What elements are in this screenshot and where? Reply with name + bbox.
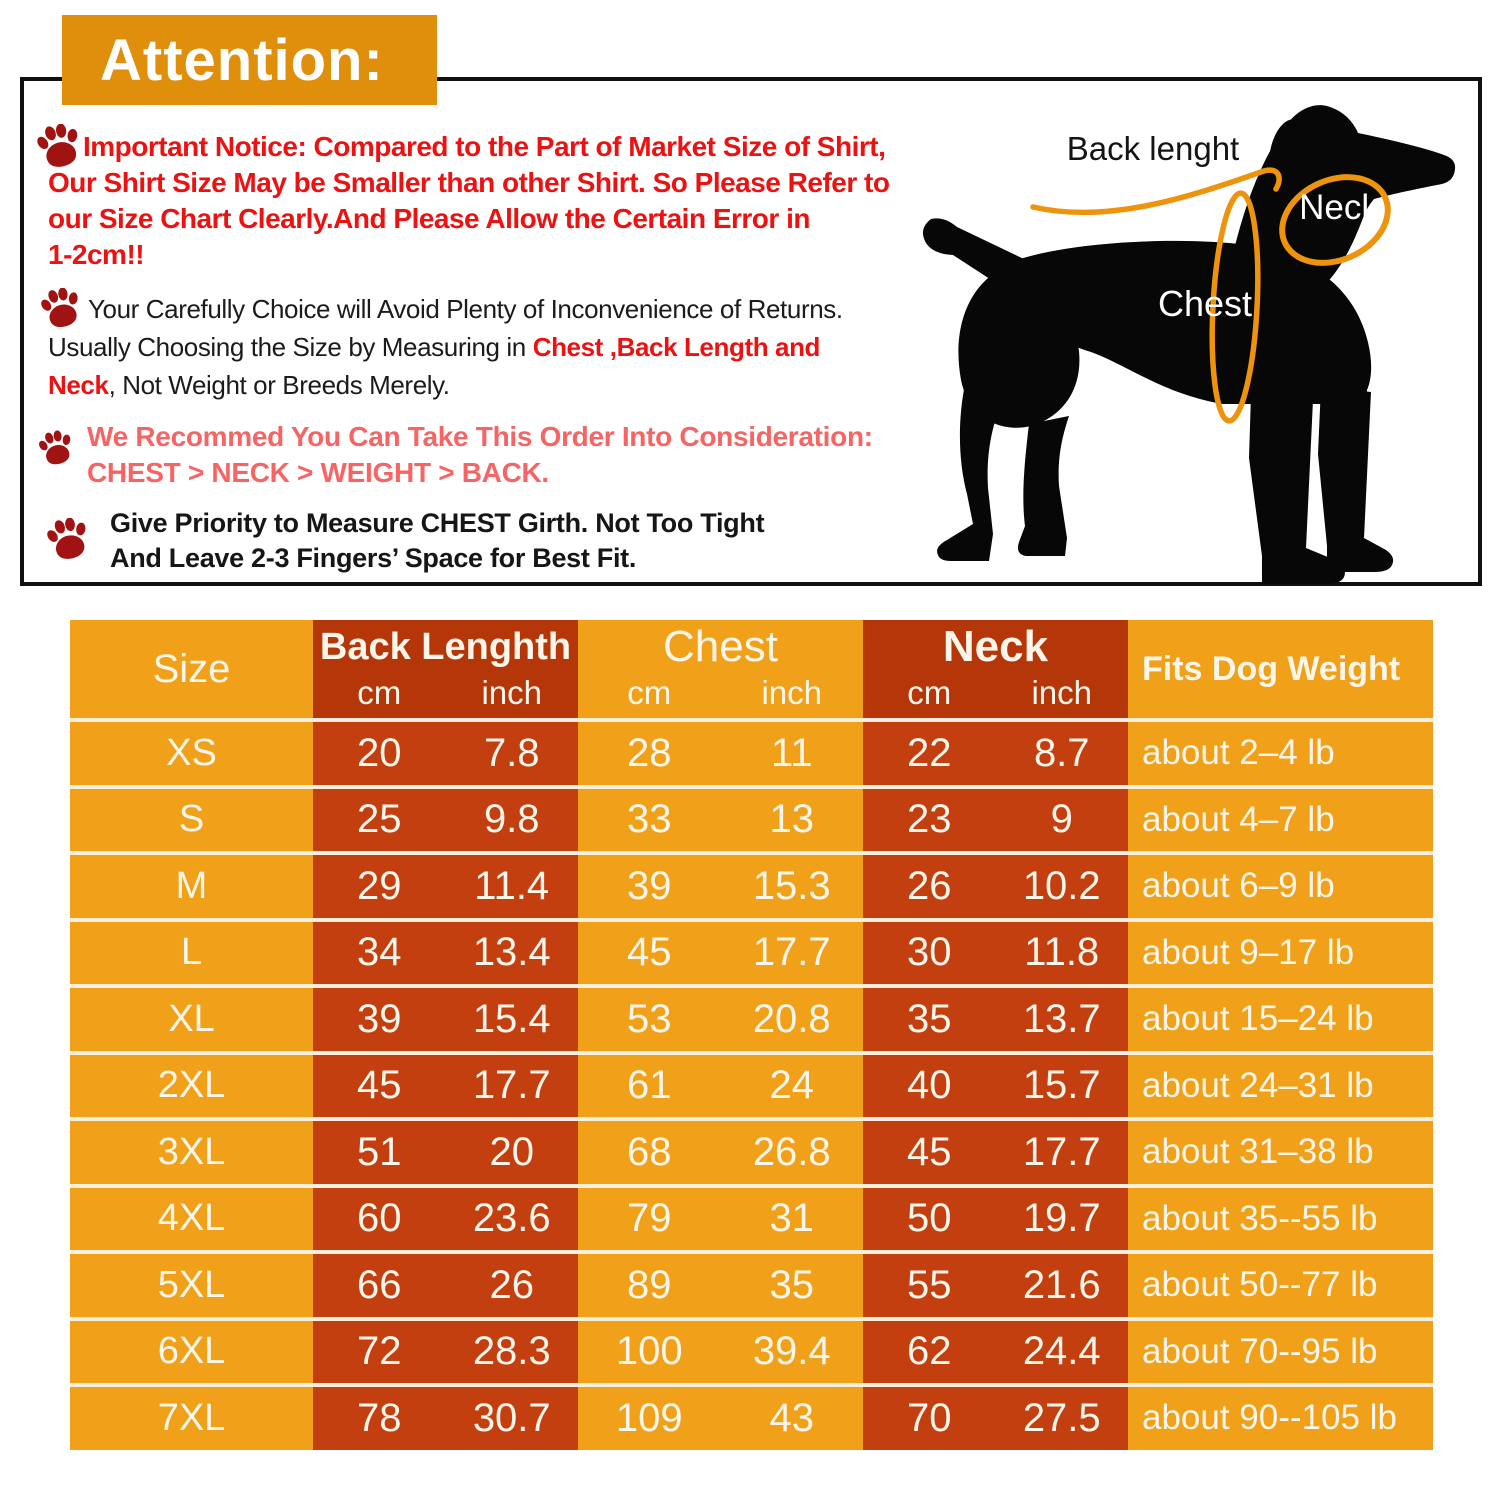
back-cm-value: 39 — [357, 996, 402, 1041]
weight-value: about 15–24 lb — [1142, 999, 1374, 1039]
size-value: 3XL — [157, 1130, 226, 1173]
cell-neck — [863, 855, 1128, 918]
cell-neck — [863, 922, 1128, 985]
chest-cm-value: 79 — [627, 1196, 672, 1241]
neck-inch-value: 24.4 — [1022, 1329, 1101, 1374]
header-chest — [578, 620, 863, 718]
cell-weight — [1128, 922, 1433, 985]
notice-line: Give Priority to Measure CHEST Girth. Not Too Tight — [110, 508, 765, 538]
cell-back-length — [313, 855, 578, 918]
chest-cm-value: 33 — [627, 797, 672, 842]
cell-weight — [1128, 789, 1433, 852]
unit-cm: cm — [627, 674, 672, 711]
cell-back-length — [313, 1055, 578, 1118]
cell-chest — [578, 922, 863, 985]
cell-back-length — [313, 789, 578, 852]
weight-value: about 70--95 lb — [1142, 1331, 1378, 1371]
notice-priority — [110, 506, 764, 576]
size-table-row — [70, 1184, 1433, 1251]
weight-value: about 2–4 lb — [1142, 733, 1335, 773]
header-back-length — [313, 620, 578, 718]
size-value: L — [180, 931, 203, 974]
cell-weight — [1128, 1321, 1433, 1384]
chest-inch-value: 43 — [769, 1395, 814, 1440]
cell-size — [70, 1055, 313, 1118]
chest-inch-value: 17.7 — [752, 930, 831, 975]
notice-line: And Leave 2-3 Fingers’ Space for Best Fit. — [110, 543, 637, 573]
cell-neck — [863, 1321, 1128, 1384]
attention-title: Attention: — [100, 27, 384, 93]
cell-size — [70, 1121, 313, 1184]
chest-label: Chest — [1157, 283, 1253, 324]
neck-inch-value: 21.6 — [1022, 1262, 1101, 1307]
size-table-row — [70, 1051, 1433, 1118]
neck-inch-value: 15.7 — [1022, 1063, 1101, 1108]
unit-inch: inch — [1031, 674, 1093, 711]
neck-inch-value: 27.5 — [1022, 1395, 1101, 1440]
header-label: Back Lenghth — [319, 625, 572, 668]
back-inch-value: 30.7 — [472, 1395, 551, 1440]
size-table-body — [70, 718, 1433, 1450]
header-neck — [863, 620, 1128, 718]
neck-cm-value: 50 — [907, 1196, 952, 1241]
cell-chest — [578, 1055, 863, 1118]
neck-inch-value: 13.7 — [1022, 996, 1101, 1041]
back-cm-value: 34 — [357, 930, 402, 975]
size-table-row — [70, 1317, 1433, 1384]
cell-neck — [863, 1387, 1128, 1450]
back-inch-value: 7.8 — [483, 730, 540, 775]
neck-inch-value: 10.2 — [1022, 863, 1101, 908]
header-units — [313, 674, 578, 718]
back-inch-value: 11.4 — [474, 863, 550, 908]
back-cm-value: 25 — [357, 797, 402, 842]
back-inch-value: 13.4 — [472, 930, 551, 975]
chest-inch-value: 15.3 — [752, 863, 831, 908]
weight-value: about 24–31 lb — [1142, 1065, 1374, 1105]
cell-weight — [1128, 1188, 1433, 1251]
size-value: 7XL — [157, 1396, 226, 1439]
neck-cm-value: 23 — [907, 797, 952, 842]
chest-cm-value: 61 — [627, 1063, 672, 1108]
size-table-row — [70, 1383, 1433, 1450]
size-value: 5XL — [157, 1263, 226, 1306]
chest-inch-value: 24 — [769, 1063, 814, 1108]
neck-cm-value: 55 — [907, 1262, 952, 1307]
back-inch-value: 9.8 — [483, 797, 540, 842]
cell-neck — [863, 1254, 1128, 1317]
header-label: Chest — [663, 622, 778, 671]
cell-size — [70, 789, 313, 852]
cell-weight — [1128, 722, 1433, 785]
neck-cm-value: 26 — [907, 863, 952, 908]
chest-cm-value: 68 — [627, 1129, 672, 1174]
back-length-label: Back lenght — [1066, 130, 1240, 167]
cell-chest — [578, 1254, 863, 1317]
back-inch-value: 17.7 — [472, 1063, 551, 1108]
unit-inch: inch — [481, 674, 543, 711]
cell-weight — [1128, 988, 1433, 1051]
cell-back-length — [313, 1254, 578, 1317]
cell-back-length — [313, 1387, 578, 1450]
chest-inch-value: 11 — [770, 730, 813, 775]
cell-neck — [863, 789, 1128, 852]
size-table-row — [70, 1117, 1433, 1184]
size-table-row — [70, 1250, 1433, 1317]
cell-chest — [578, 1188, 863, 1251]
unit-cm: cm — [907, 674, 952, 711]
weight-value: about 90--105 lb — [1142, 1398, 1397, 1438]
neck-label: Neck — [1299, 188, 1379, 227]
chest-inch-value: 39.4 — [752, 1329, 831, 1374]
notice-choice — [48, 290, 843, 404]
back-cm-value: 72 — [357, 1329, 402, 1374]
notice-text: Usually Choosing the Size by Measuring in — [48, 332, 533, 362]
chest-inch-value: 20.8 — [752, 996, 831, 1041]
cell-size — [70, 1188, 313, 1251]
size-value: 4XL — [157, 1197, 226, 1240]
size-chart-table — [70, 620, 1433, 1450]
size-value: M — [175, 864, 208, 907]
header-label: Size — [152, 646, 231, 691]
paw-icon — [38, 430, 74, 466]
notice-text-highlight: Chest ,Back Length and — [532, 332, 821, 362]
chest-inch-value: 31 — [769, 1196, 814, 1241]
chest-cm-value: 53 — [627, 996, 672, 1041]
cell-chest — [578, 722, 863, 785]
cell-neck — [863, 1055, 1128, 1118]
back-cm-value: 60 — [357, 1196, 402, 1241]
cell-weight — [1128, 1121, 1433, 1184]
weight-value: about 31–38 lb — [1142, 1132, 1374, 1172]
chest-cm-value: 28 — [627, 730, 672, 775]
chest-inch-value: 13 — [769, 797, 814, 842]
neck-inch-value: 19.7 — [1022, 1196, 1101, 1241]
size-value: 2XL — [157, 1064, 226, 1107]
weight-value: about 50--77 lb — [1142, 1265, 1378, 1305]
paw-icon — [46, 518, 90, 560]
cell-chest — [578, 988, 863, 1051]
notice-line: 1-2cm!! — [48, 239, 145, 270]
cell-back-length — [313, 1321, 578, 1384]
header-units — [863, 674, 1128, 718]
back-cm-value: 78 — [357, 1395, 402, 1440]
notice-line — [48, 328, 843, 366]
cell-neck — [863, 988, 1128, 1051]
cell-chest — [578, 855, 863, 918]
cell-weight — [1128, 1254, 1433, 1317]
notice-recommend — [87, 419, 873, 491]
notice-line: We Recommed You Can Take This Order Into Consideration: — [87, 421, 873, 452]
size-table-header — [70, 620, 1433, 718]
cell-size — [70, 1321, 313, 1384]
weight-value: about 6–9 lb — [1142, 866, 1335, 906]
header-size — [70, 620, 313, 718]
back-cm-value: 20 — [357, 730, 402, 775]
chest-cm-value: 100 — [615, 1329, 683, 1374]
header-fits-dog-weight: Fits Dog Weight — [1128, 620, 1433, 718]
neck-inch-value: 11.8 — [1024, 930, 1100, 975]
cell-size — [70, 1254, 313, 1317]
cell-size — [70, 922, 313, 985]
cell-size — [70, 855, 313, 918]
neck-cm-value: 30 — [907, 930, 952, 975]
unit-cm: cm — [357, 674, 402, 711]
cell-chest — [578, 1387, 863, 1450]
back-cm-value: 29 — [357, 863, 402, 908]
notice-important — [48, 129, 889, 273]
chest-cm-value: 45 — [627, 930, 672, 975]
notice-line: CHEST > NECK > WEIGHT > BACK. — [87, 457, 549, 488]
size-table-row — [70, 851, 1433, 918]
back-inch-value: 20 — [489, 1129, 534, 1174]
dog-silhouette — [923, 105, 1455, 584]
header-units — [578, 674, 863, 718]
neck-inch-value: 9 — [1050, 797, 1073, 842]
weight-value: about 35--55 lb — [1142, 1198, 1378, 1238]
cell-neck — [863, 1188, 1128, 1251]
back-cm-value: 51 — [357, 1129, 402, 1174]
back-inch-value: 28.3 — [472, 1329, 551, 1374]
cell-size — [70, 722, 313, 785]
back-inch-value: 26 — [489, 1262, 534, 1307]
cell-neck — [863, 722, 1128, 785]
cell-size — [70, 988, 313, 1051]
chest-inch-value: 35 — [769, 1262, 814, 1307]
cell-back-length — [313, 722, 578, 785]
cell-back-length — [313, 922, 578, 985]
notice-line: Important Notice: Compared to the Part of Market Size of Shirt, — [83, 131, 886, 162]
cell-back-length — [313, 988, 578, 1051]
neck-cm-value: 70 — [907, 1395, 952, 1440]
cell-weight — [1128, 1387, 1433, 1450]
size-value: XL — [168, 997, 215, 1040]
neck-cm-value: 35 — [907, 996, 952, 1041]
notice-line: our Size Chart Clearly.And Please Allow the Certain Error in — [48, 203, 810, 234]
weight-value: about 9–17 lb — [1142, 932, 1355, 972]
size-table-row — [70, 984, 1433, 1051]
neck-cm-value: 22 — [907, 730, 952, 775]
notice-text-highlight: Neck — [48, 370, 109, 400]
cell-chest — [578, 1121, 863, 1184]
chest-cm-value: 109 — [615, 1395, 683, 1440]
cell-weight — [1128, 855, 1433, 918]
size-value: 6XL — [157, 1330, 226, 1373]
back-cm-value: 66 — [357, 1262, 402, 1307]
neck-cm-value: 40 — [907, 1063, 952, 1108]
neck-cm-value: 62 — [907, 1329, 952, 1374]
chest-inch-value: 26.8 — [752, 1129, 831, 1174]
size-value: XS — [166, 731, 217, 774]
chest-cm-value: 89 — [627, 1262, 672, 1307]
back-inch-value: 15.4 — [472, 996, 551, 1041]
cell-back-length — [313, 1121, 578, 1184]
notice-text: , Not Weight or Breeds Merely. — [108, 370, 450, 400]
size-table-row — [70, 785, 1433, 852]
header-label: Neck — [942, 622, 1049, 671]
cell-neck — [863, 1121, 1128, 1184]
size-value: S — [178, 798, 205, 841]
cell-back-length — [313, 1188, 578, 1251]
neck-inch-value: 17.7 — [1022, 1129, 1101, 1174]
notice-line: Our Shirt Size May be Smaller than other Shirt. So Please Refer to — [48, 167, 890, 198]
chest-cm-value: 39 — [627, 863, 672, 908]
unit-inch: inch — [761, 674, 823, 711]
size-table-row — [70, 918, 1433, 985]
attention-banner — [62, 15, 437, 105]
neck-inch-value: 8.7 — [1033, 730, 1090, 775]
neck-cm-value: 45 — [907, 1129, 952, 1174]
back-inch-value: 23.6 — [472, 1196, 551, 1241]
size-table-row — [70, 718, 1433, 785]
cell-chest — [578, 789, 863, 852]
notice-line — [48, 366, 843, 404]
back-cm-value: 45 — [357, 1063, 402, 1108]
cell-size — [70, 1387, 313, 1450]
cell-weight — [1128, 1055, 1433, 1118]
notice-line — [48, 290, 843, 328]
weight-value: about 4–7 lb — [1142, 799, 1335, 839]
notice-text: Your Carefully Choice will Avoid Plenty of Inconvenience of Returns. — [88, 294, 843, 324]
cell-chest — [578, 1321, 863, 1384]
